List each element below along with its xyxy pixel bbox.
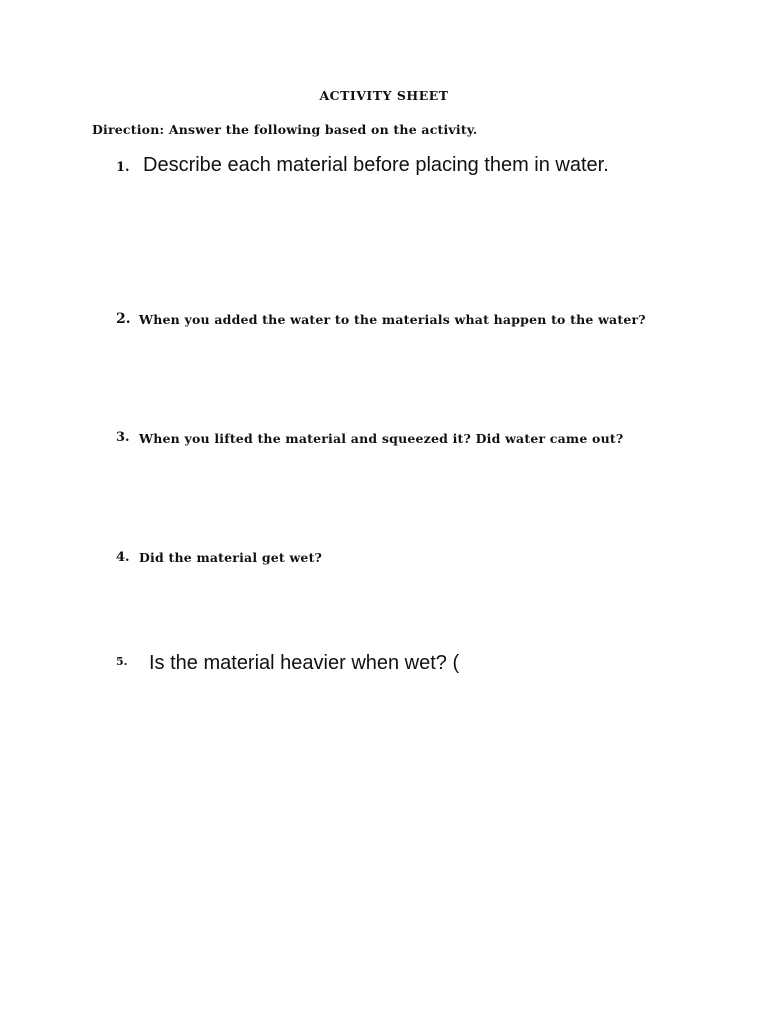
question-1-text: Describe each material before placing them in water. <box>143 154 609 176</box>
question-1-number: 1. <box>116 160 130 175</box>
direction-text: Direction: Answer the following based on the activity. <box>92 122 478 137</box>
question-2-text: When you added the water to the materials what happen to the water? <box>139 312 646 327</box>
question-3-text: When you lifted the material and squeezed it? Did water came out? <box>139 431 624 446</box>
question-4-number: 4. <box>116 550 130 565</box>
question-5-number: 5. <box>116 655 128 668</box>
question-4-text: Did the material get wet? <box>139 550 323 565</box>
page-title: ACTIVITY SHEET <box>319 88 449 103</box>
question-3-number: 3. <box>116 430 130 445</box>
question-5-text: Is the material heavier when wet? ( <box>149 652 460 674</box>
question-2-number: 2. <box>116 311 131 327</box>
